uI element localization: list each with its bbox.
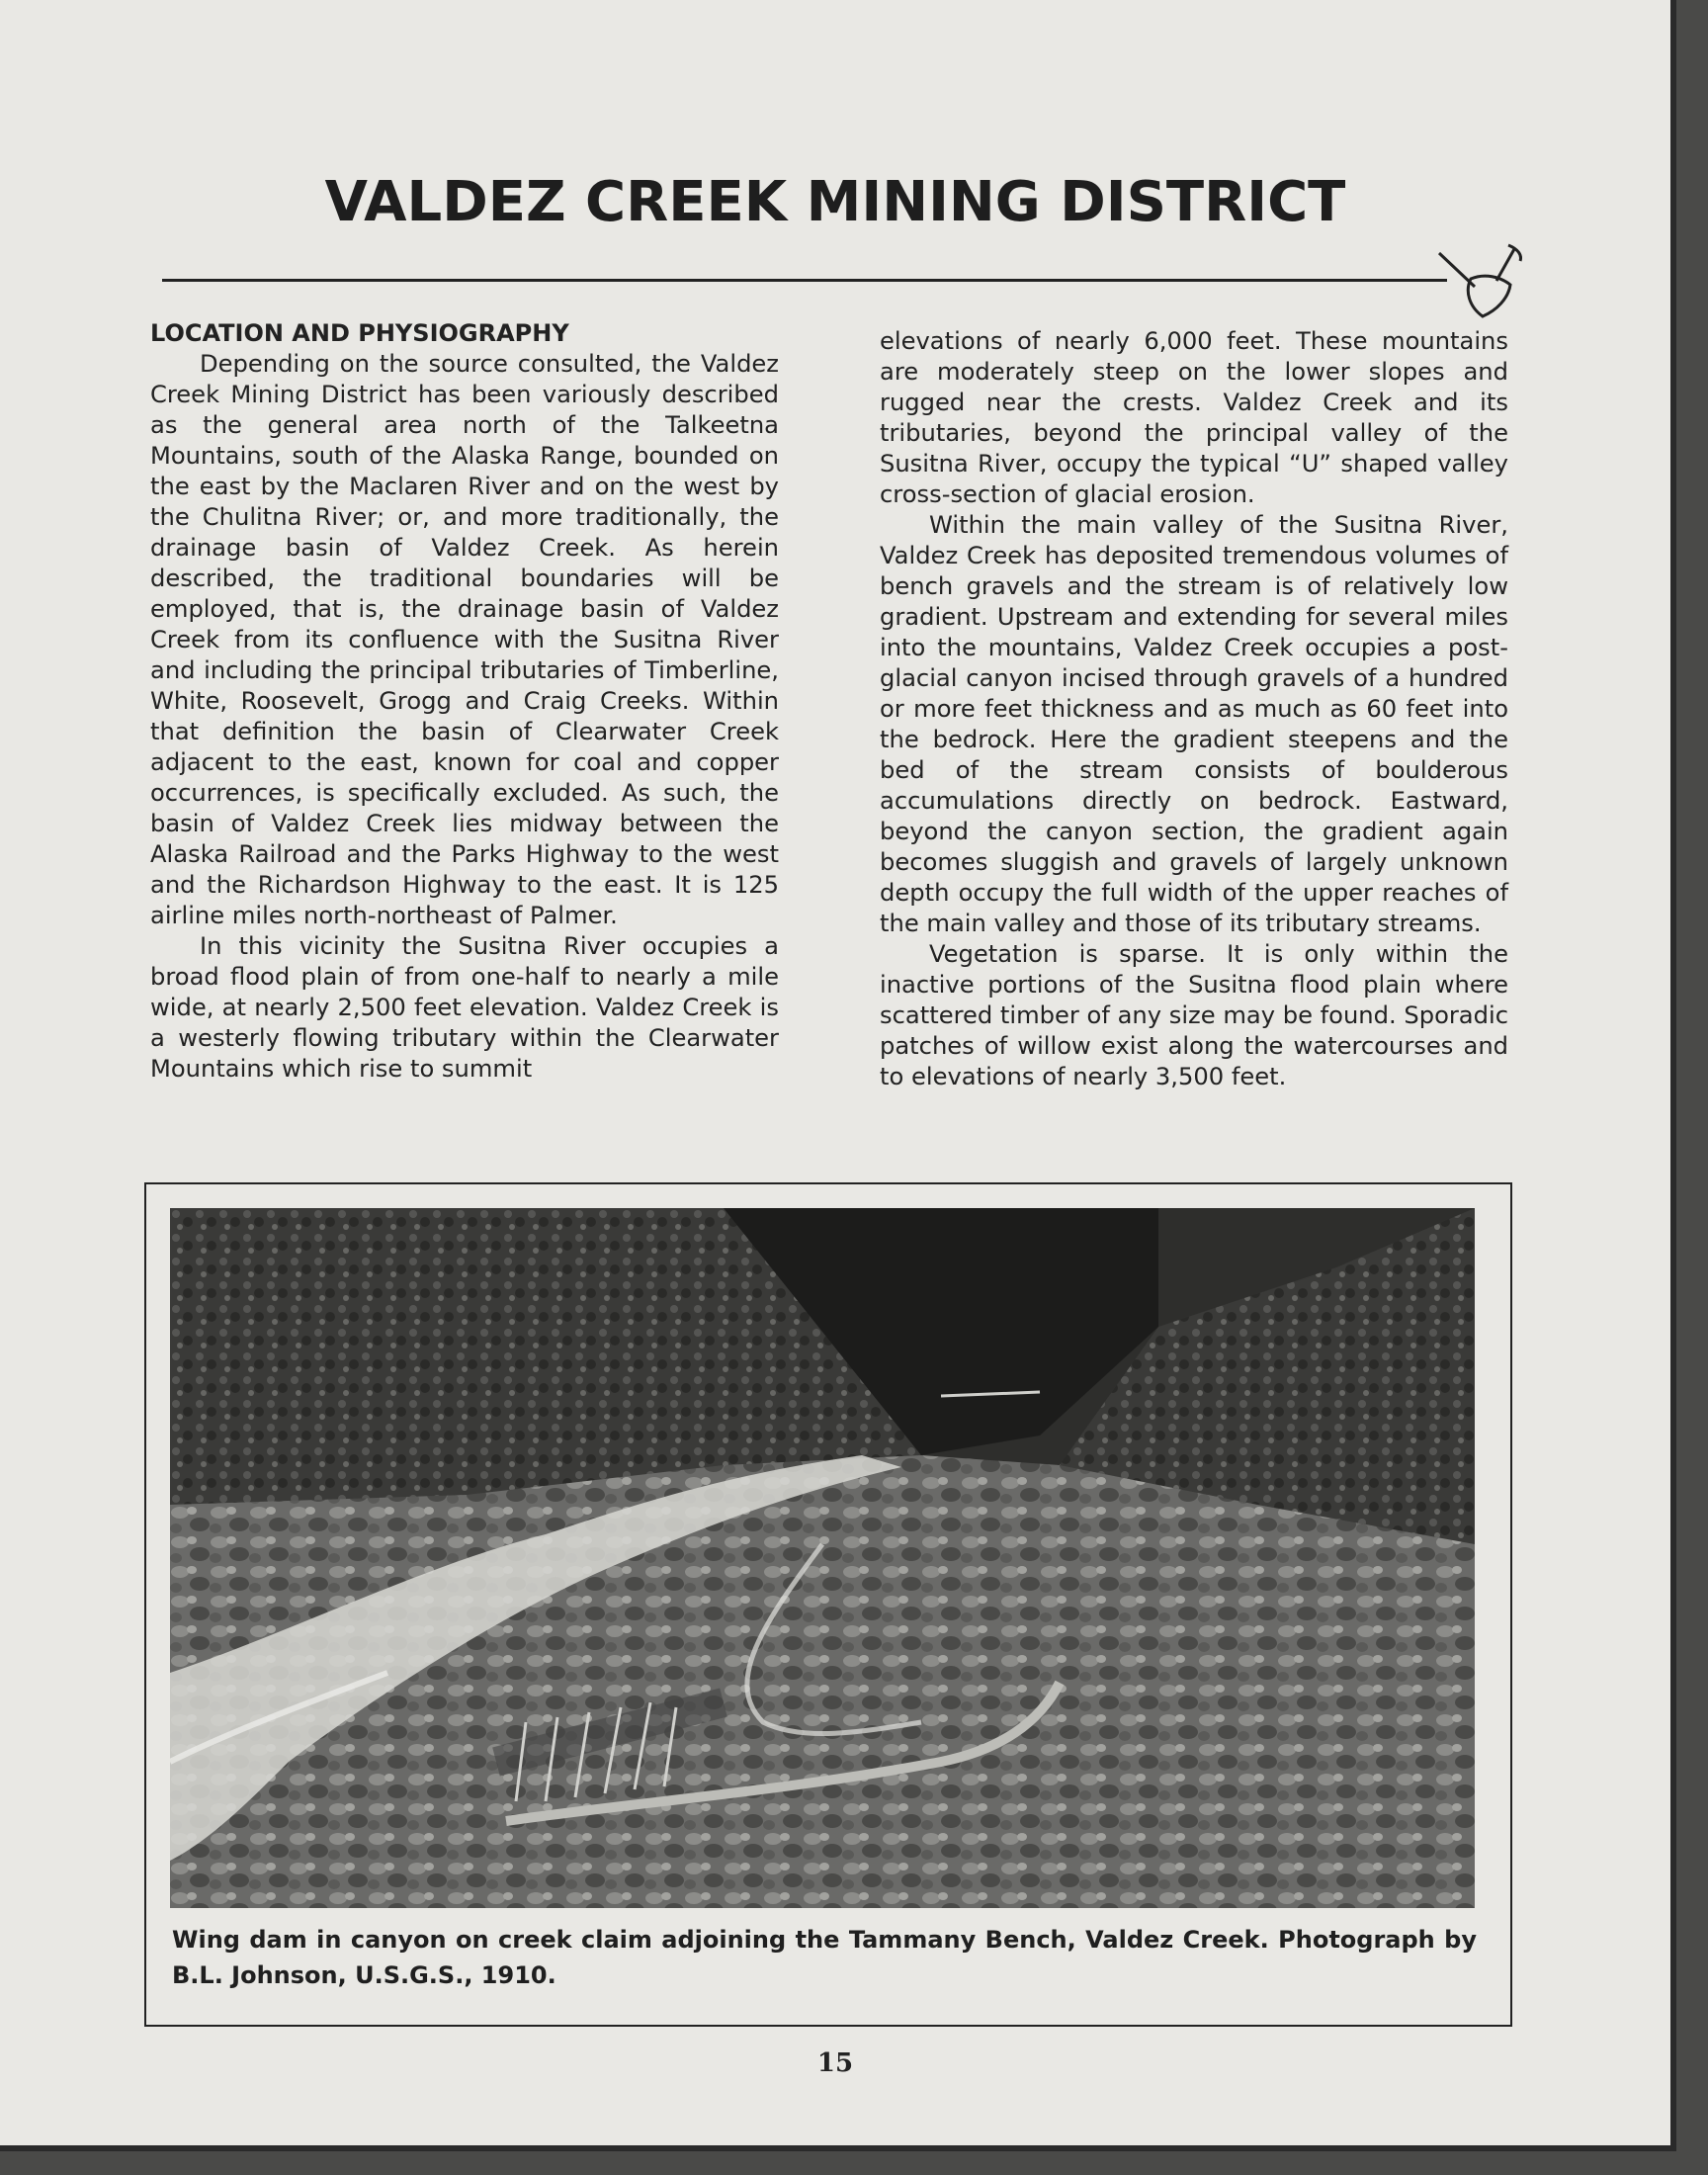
paragraph: Within the main valley of the Susitna River, Valdez Creek has deposited tremendous volumes of bench gravels and the stream is of relatively low gradient. Upstream and extending for several miles into the mountains, Valdez Creek occupies a post-glacial canyon incised through gravels of a hundred or more feet thickness and as much as 60 feet into the bedrock. Here the gradient steepens and the bed of the stream consists of boulderous accumulations directly on bedrock. Eastward, beyond the canyon section, the gradient again becomes sluggish and gravels of largely unknown depth occupy the full width of the upper reaches of the main valley and those of its tributary streams.	[880, 511, 1508, 937]
photo-caption: Wing dam in canyon on creek claim adjoining the Tammany Bench, Valdez Creek. Photograph by B.L. Johnson, U.S.G.S., 1910.	[172, 1926, 1477, 1989]
paragraph: Vegetation is sparse. It is only within the inactive portions of the Susitna flood plain where scattered timber of any size may be found. Sporadic patches of willow exist along the watercourses and to elevations of nearly 3,500 feet.	[880, 940, 1508, 1090]
paragraph: Depending on the source consulted, the Valdez Creek Mining District has been variously described as the general area north of the Talkeetna Mountains, south of the Alaska Range, bounded on the east by the Maclaren River and on the west by the Chulitna River; or, and more traditionally, the drainage basin of Valdez Creek. As herein described, the traditional boundaries will be employed, that is, the drainage basin of Valdez Creek from its confluence with the Susitna River and including the principal tributaries of Timberline, White, Roosevelt, Grogg and Craig Creeks. Within that definition the basin of Clearwater Creek adjacent to the east, known for coal and copper occurrences, is specifically excluded. As such, the basin of Valdez Creek lies midway between the Alaska Railroad and the Parks Highway to the west and the Richardson Highway to the east. It is 125 airline miles north-northeast of Palmer.	[150, 350, 779, 929]
right-column	[880, 326, 1508, 1092]
page-title: VALDEZ CREEK MINING DISTRICT	[324, 170, 1346, 234]
title-rule	[162, 279, 1447, 282]
left-column	[150, 318, 779, 1085]
paragraph: elevations of nearly 6,000 feet. These mountains are moderately steep on the lower slopes and rugged near the crests. Valdez Creek and its tributaries, beyond the principal valley of the Susitna River, occupy the typical “U” shaped valley cross-section of glacial erosion.	[880, 327, 1508, 508]
shovel-icon	[1435, 241, 1524, 324]
page-number: 15	[816, 2048, 854, 2078]
section-heading: LOCATION AND PHYSIOGRAPHY	[150, 319, 569, 347]
photo-frame	[144, 1182, 1512, 2027]
creek-photograph	[170, 1208, 1475, 1908]
paragraph: In this vicinity the Susitna River occupies a broad flood plain of from one-half to nearly a mile wide, at nearly 2,500 feet elevation. Valdez Creek is a westerly flowing tributary within the Clearwater Mountains which rise to summit	[150, 932, 779, 1083]
